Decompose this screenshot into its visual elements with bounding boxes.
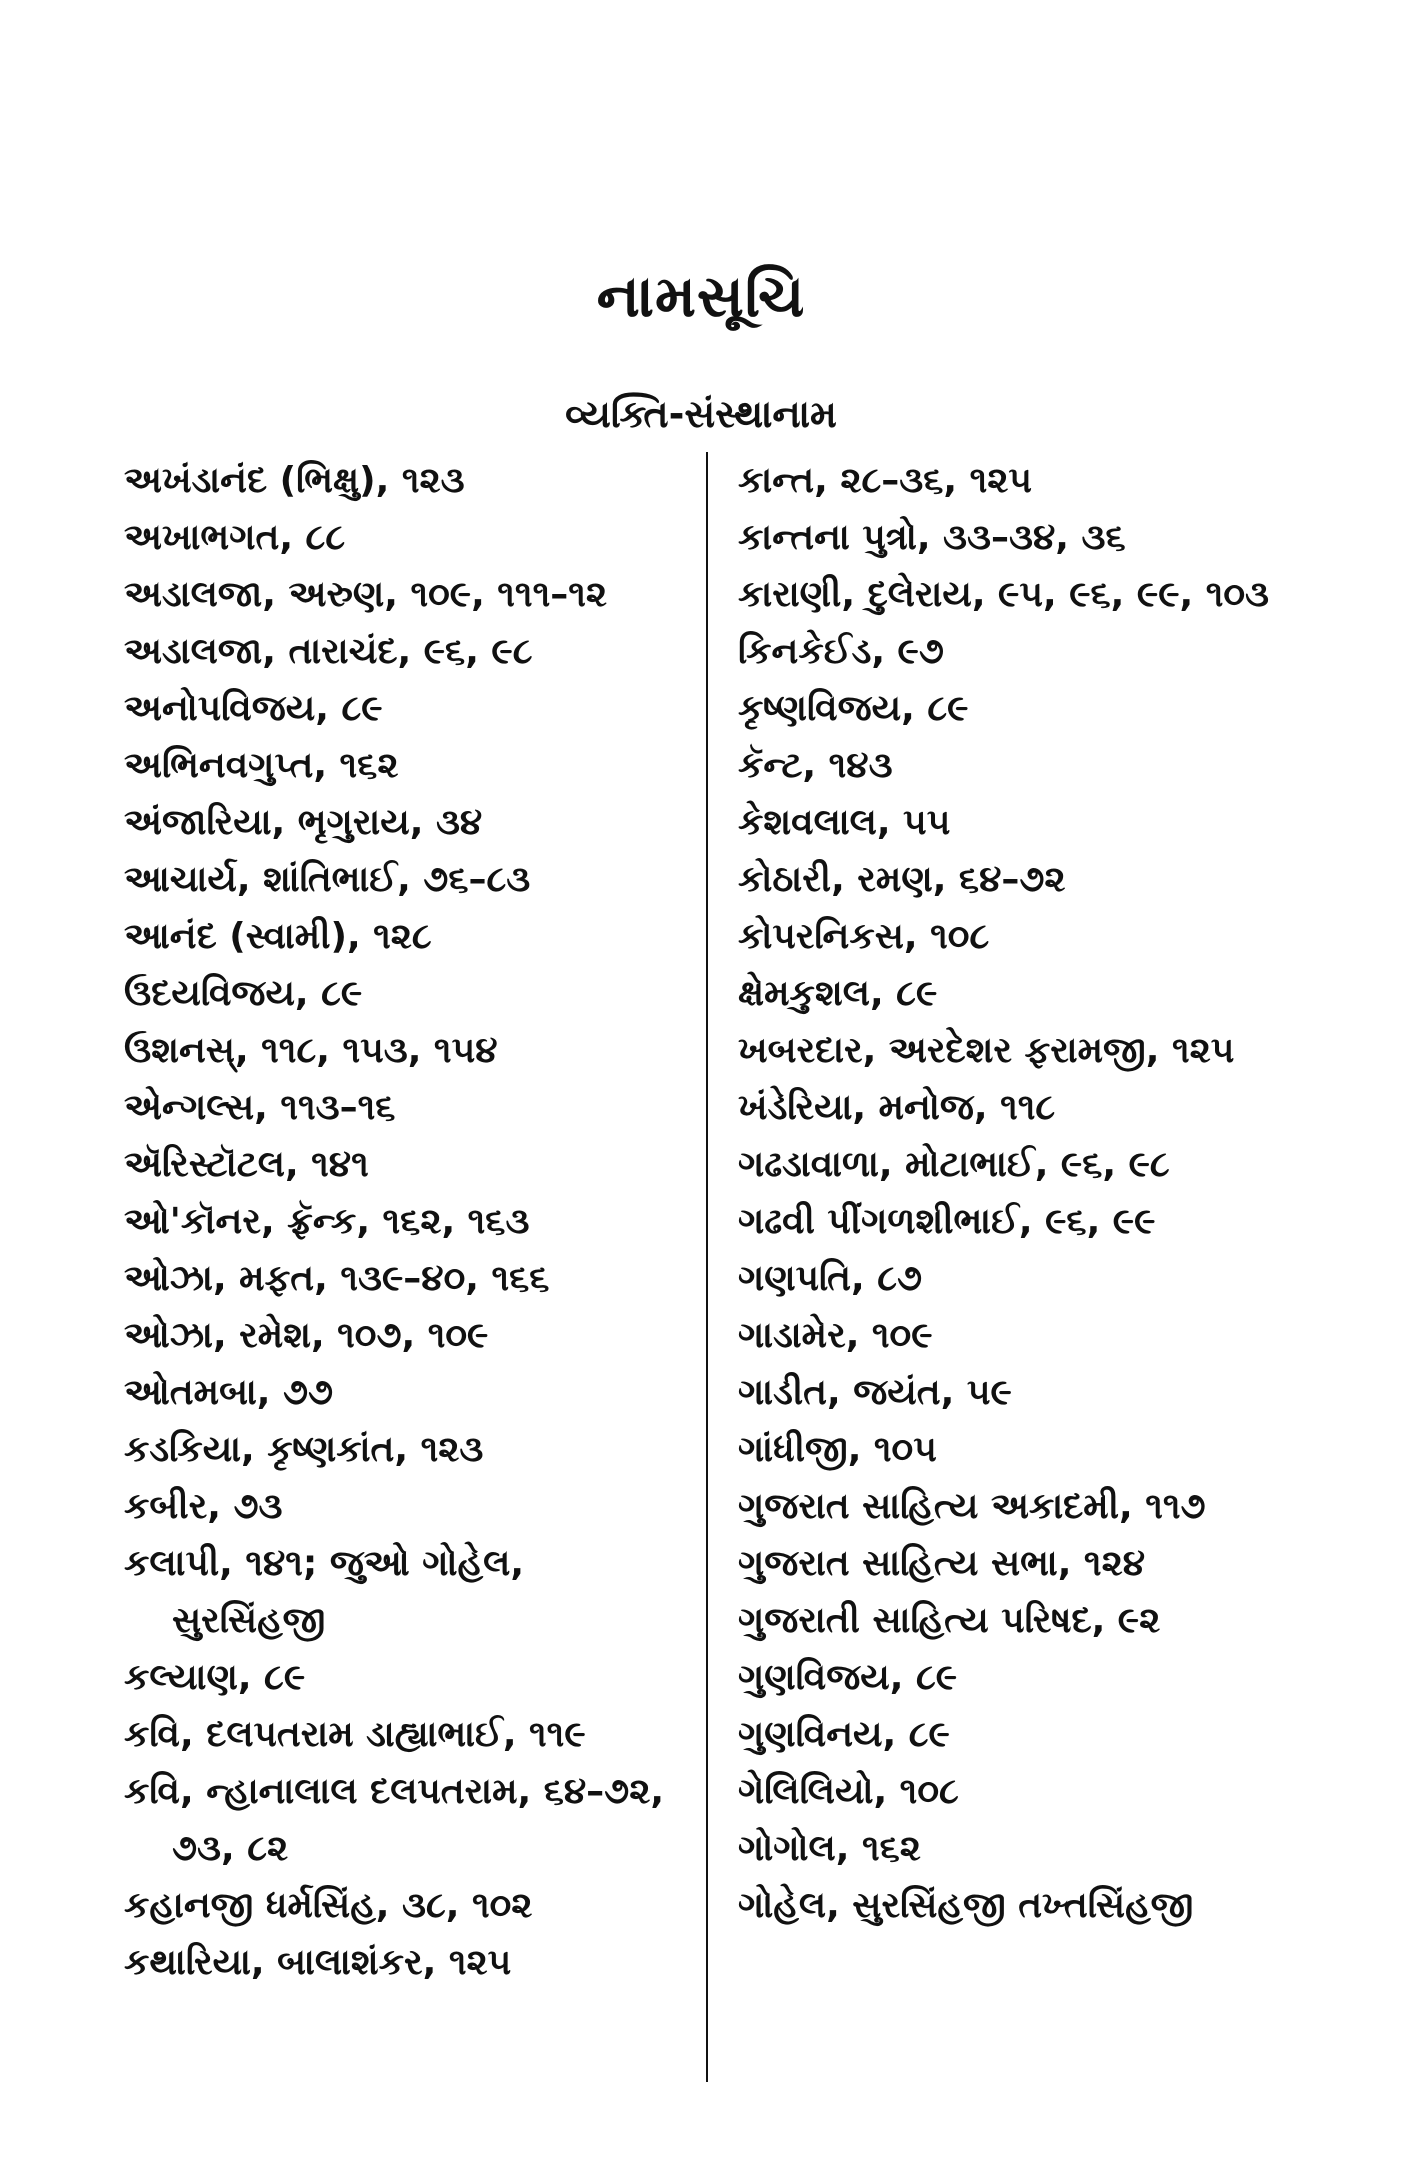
index-entry: ગાડામેર, ૧૦૯ xyxy=(738,1315,933,1356)
index-entry: કાન્ત, ૨૮–૩૬, ૧૨૫ xyxy=(738,460,1033,501)
index-entry: આચાર્ય, શાંતિભાઈ, ૭૬–૮૩ xyxy=(124,859,531,900)
index-entry: કથારિયા, બાલાશંકર, ૧૨૫ xyxy=(124,1942,512,1983)
index-entry: ગઢવી પીંગળશીભાઈ, ૯૬, ૯૯ xyxy=(738,1201,1156,1242)
index-entry: કલાપી, ૧૪૧; જુઓ ગોહેલ, સુરસિંહજી xyxy=(124,1543,524,1641)
index-entry: અનોપવિજય, ૮૯ xyxy=(124,688,383,729)
index-entry: ગુણવિજય, ૮૯ xyxy=(738,1657,958,1698)
index-entry: ઍરિસ્ટૉટલ, ૧૪૧ xyxy=(124,1144,369,1185)
index-entry: અખાભગત, ૮૮ xyxy=(124,517,346,558)
index-entry: ક્ષેમકુશલ, ૮૯ xyxy=(738,973,938,1014)
index-entry: ગોહેલ, સુરસિંહજી તખ્તસિંહજી xyxy=(738,1885,1194,1926)
index-entry: ગુજરાતી સાહિત્ય પરિષદ, ૯૨ xyxy=(738,1600,1161,1641)
index-entry: કબીર, ૭૩ xyxy=(124,1486,283,1527)
index-entry: ગેલિલિયો, ૧૦૮ xyxy=(738,1771,959,1812)
index-entry: કાન્તના પુત્રો, ૩૩–૩૪, ૩૬ xyxy=(738,517,1126,558)
index-entry: કડકિયા, કૃષ્ણકાંત, ૧૨૩ xyxy=(124,1429,484,1470)
index-entry: અડાલજા, અરુણ, ૧૦૯, ૧૧૧–૧૨ xyxy=(124,574,607,615)
index-entry: કવિ, દલપતરામ ડાહ્યાભાઈ, ૧૧૯ xyxy=(124,1714,586,1755)
column-divider xyxy=(706,452,708,2082)
index-entry: અડાલજા, તારાચંદ, ૯૬, ૯૮ xyxy=(124,631,533,672)
index-entry: એન્ગલ્સ, ૧૧૩–૧૬ xyxy=(124,1087,396,1128)
index-entry: ગઢડાવાળા, મોટાભાઈ, ૯૬, ૯૮ xyxy=(738,1144,1170,1185)
index-entry: ઓઝા, મફત, ૧૩૯–૪૦, ૧૬૬ xyxy=(124,1258,550,1299)
index-entry: ગુજરાત સાહિત્ય અકાદમી, ૧૧૭ xyxy=(738,1486,1206,1527)
index-entry: ગુણવિનય, ૮૯ xyxy=(738,1714,950,1755)
index-entry: ઓતમબા, ૭૭ xyxy=(124,1372,334,1413)
index-entry: કિનકેઈડ, ૯૭ xyxy=(738,631,944,672)
index-entry: અંજારિયા, ભૃગુરાય, ૩૪ xyxy=(124,802,483,843)
index-entry: અભિનવગુપ્ત, ૧૬૨ xyxy=(124,745,399,786)
index-entry: અખંડાનંદ (ભિક્ષુ), ૧૨૩ xyxy=(124,460,465,501)
index-entry: ગુજરાત સાહિત્ય સભા, ૧૨૪ xyxy=(738,1543,1146,1584)
index-entry: ગણપતિ, ૮૭ xyxy=(738,1258,923,1299)
index-entry: કહાનજી ધર્મસિંહ, ૩૮, ૧૦૨ xyxy=(124,1885,533,1926)
index-entry: કવિ, ન્હાનાલાલ દલપતરામ, ૬૪–૭૨, ૭૩, ૮૨ xyxy=(124,1771,665,1869)
index-entry: ગાડીત, જયંત, ૫૯ xyxy=(738,1372,1012,1413)
index-entry: ઉદયવિજય, ૮૯ xyxy=(124,973,363,1014)
page-title: નામસૂચિ xyxy=(596,262,806,330)
section-heading: વ્યક્તિ-સંસ્થાનામ xyxy=(565,392,837,436)
index-entry: ખબરદાર, અરદેશર ફરામજી, ૧૨૫ xyxy=(738,1030,1235,1071)
index-entry: કોપરનિકસ, ૧૦૮ xyxy=(738,916,990,957)
index-entry: આનંદ (સ્વામી), ૧૨૮ xyxy=(124,916,432,957)
index-entry: કૃષ્ણવિજય, ૮૯ xyxy=(738,688,969,729)
index-entry: કેશવલાલ, ૫૫ xyxy=(738,802,951,843)
index-entry: કોઠારી, રમણ, ૬૪–૭૨ xyxy=(738,859,1066,900)
index-entry: કલ્યાણ, ૮૯ xyxy=(124,1657,306,1698)
index-entry: ઓઝા, રમેશ, ૧૦૭, ૧૦૯ xyxy=(124,1315,489,1356)
index-entry: કારાણી, દુલેરાય, ૯૫, ૯૬, ૯૯, ૧૦૩ xyxy=(738,574,1270,615)
index-column-right xyxy=(738,452,1298,1934)
index-entry: કૅન્ટ, ૧૪૩ xyxy=(738,745,893,786)
index-entry: ગાંધીજી, ૧૦૫ xyxy=(738,1429,937,1470)
index-entry: ઉશનસ્, ૧૧૮, ૧૫૩, ૧૫૪ xyxy=(124,1030,498,1071)
index-entry: ખંડેરિયા, મનોજ, ૧૧૮ xyxy=(738,1087,1056,1128)
index-entry: ગોગોલ, ૧૬૨ xyxy=(738,1828,921,1869)
index-column-left xyxy=(124,452,684,1991)
index-entry: ઓ'કૉનર, ફ્રૅન્ક, ૧૬૨, ૧૬૩ xyxy=(124,1201,530,1242)
